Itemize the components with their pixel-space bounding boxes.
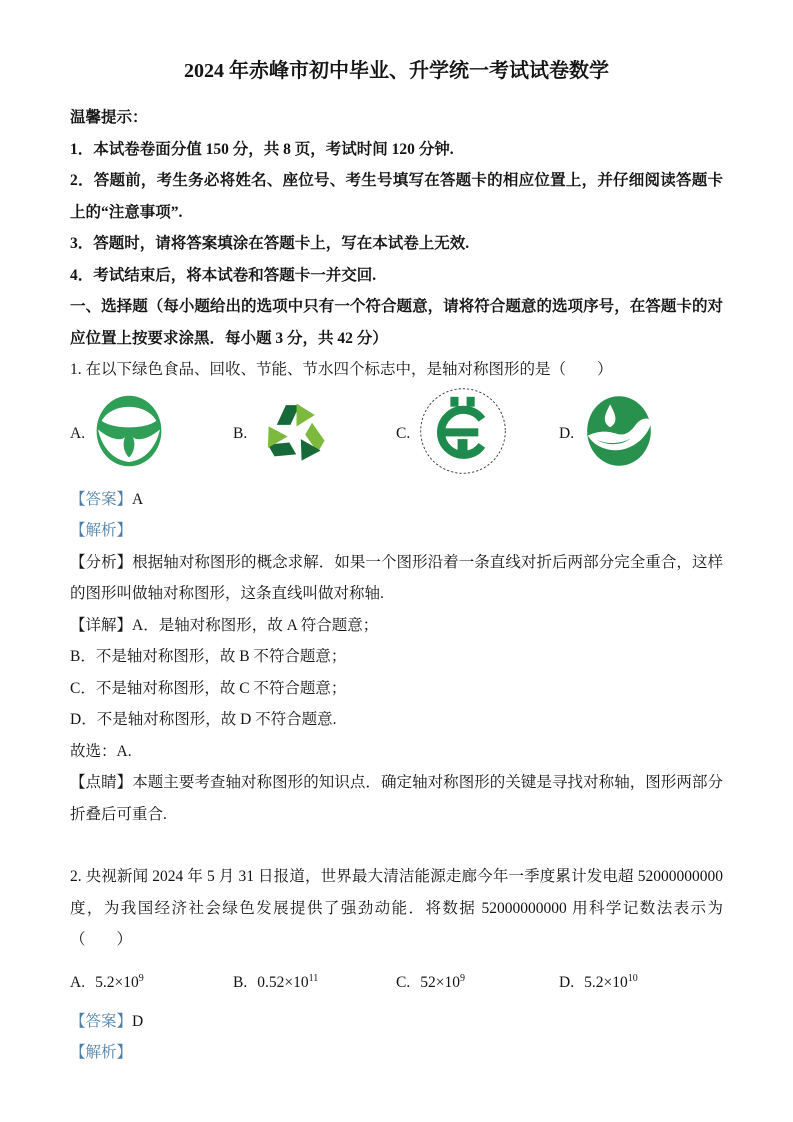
question-1-analysis-text: 【分析】根据轴对称图形的概念求解．如果一个图形沿着一条直线对折后两部分完全重合，这样的图形叫做轴对称图形，这条直线叫做对称轴. (70, 553, 723, 602)
option-a-label: A. (70, 973, 86, 991)
question-1-conclusion-line: 故选：A. (70, 742, 132, 760)
question-2-stem: 2. 央视新闻 2024 年 5 月 31 日报道，世界最大清洁能源走廊今年一季度累计发电超 52000000000 度，为我国经济社会绿色发展提供了强劲动能．将数据 52000000000 用科学记数法表示为（ ） (70, 868, 723, 948)
energy-saving-logo-icon (418, 386, 508, 481)
section-1-heading: 一、选择题（每小题给出的选项中只有一个符合题意，请将符合题意的选项序号，在答题卡的对应位置上按要求涂黑．每小题 3 分，共 42 分） (70, 298, 723, 347)
green-food-logo-icon (93, 392, 165, 475)
question-1-comment-text: 【点睛】本题主要考查轴对称图形的知识点．确定轴对称图形的关键是寻找对称轴，图形两部分折叠后可重合. (70, 774, 723, 823)
option-c-label: C. (396, 424, 411, 442)
notice-item-2: 2．答题前，考生务必将姓名、座位号、考生号填写在答题卡的相应位置上，并仔细阅读答题卡上的“注意事项”. (70, 172, 723, 221)
analysis-label: 【解析】 (70, 522, 133, 539)
question-1-option-c (396, 386, 559, 481)
notice-item-1: 1．本试卷卷面分值 150 分，共 8 页，考试时间 120 分钟. (70, 140, 454, 158)
option-b-value: $0.52\times 10^{11}$ (257, 972, 319, 991)
option-c-label: C. (396, 973, 411, 991)
answer-label: 【答案】 (70, 1012, 133, 1030)
option-c-value: $52\times 10^9$ (420, 972, 465, 991)
page-title: 2024 年赤峰市初中毕业、升学统一考试试卷数学 (184, 60, 609, 82)
recycling-logo-icon (255, 393, 335, 474)
question-2-option-a (70, 962, 233, 1000)
question-1-answer-value: A (132, 490, 144, 508)
notice-item-4: 4．考试结束后，将本试卷和答题卡一并交回. (70, 266, 377, 284)
question-2-option-c (396, 962, 559, 1000)
question-2-analysis-label-line (70, 1037, 723, 1069)
question-1-detail-line-1: 【详解】A．是轴对称图形，故 A 符合题意； (70, 616, 379, 634)
notice-item-3: 3．答题时，请将答案填涂在答题卡上，写在本试卷上无效. (70, 235, 470, 252)
option-d-value: $5.2\times 10^{10}$ (584, 972, 638, 991)
question-1-option-a (70, 392, 233, 475)
question-2-answer-line (70, 1006, 723, 1038)
option-b-label: B. (233, 424, 248, 442)
question-1-option-b (233, 393, 396, 474)
question-1-detail-line-4: D．不是轴对称图形，故 D 不符合题意. (70, 711, 337, 728)
question-1-stem: 1. 在以下绿色食品、回收、节能、节水四个标志中，是轴对称图形的是（ ） (70, 361, 613, 378)
option-a-label: A. (70, 424, 86, 442)
question-2-option-b (233, 962, 396, 1000)
question-1-option-d (559, 391, 722, 476)
question-1-detail-line-2: B．不是轴对称图形，故 B 不符合题意； (70, 648, 347, 665)
option-a-value: $5.2\times 10^9$ (95, 972, 144, 991)
option-d-label: D. (559, 424, 575, 442)
blank-line (70, 830, 723, 861)
question-1-answer-line (70, 484, 723, 516)
question-1-analysis-label-line (70, 515, 723, 547)
water-saving-logo-icon (582, 391, 656, 476)
question-1-options-row (70, 388, 723, 480)
analysis-label: 【解析】 (70, 1044, 133, 1062)
question-2-options-row (70, 962, 723, 1000)
question-2-answer-value: D (132, 1012, 144, 1030)
answer-label: 【答案】 (70, 490, 133, 508)
option-d-label: D. (559, 973, 575, 991)
option-b-label: B. (233, 973, 248, 991)
question-2-option-d (559, 962, 722, 1000)
question-1-detail-line-3: C．不是轴对称图形，故 C 不符合题意； (70, 679, 347, 697)
notice-heading: 温馨提示： (70, 109, 148, 126)
